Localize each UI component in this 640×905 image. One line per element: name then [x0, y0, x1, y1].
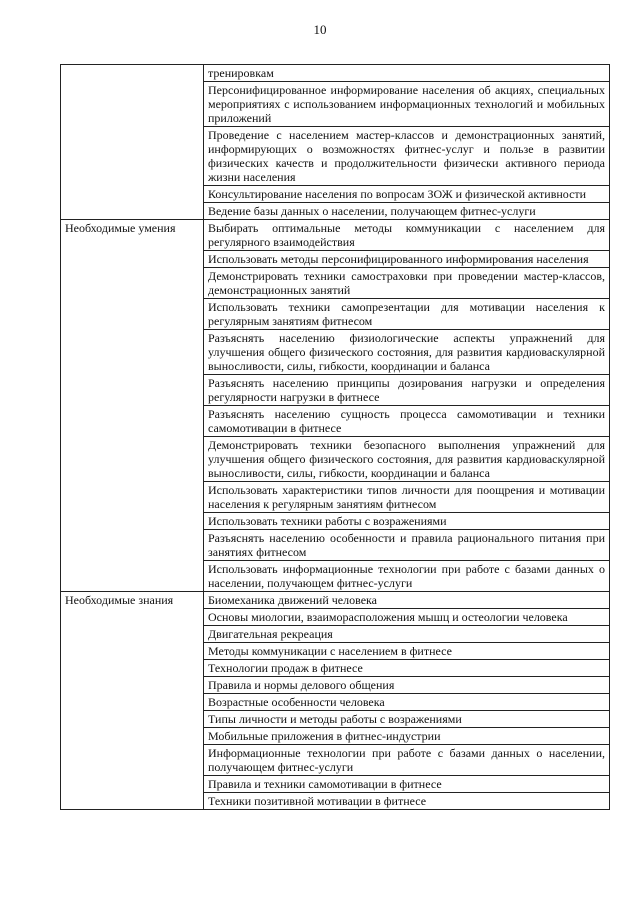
table-cell-item: Техники позитивной мотивации в фитнесе: [204, 793, 610, 810]
table-cell-item: Выбирать оптимальные методы коммуникации с населением для регулярного взаимодействия: [204, 220, 610, 251]
table-cell-item: Использовать техники работы с возражениями: [204, 513, 610, 530]
table-cell-item: Основы миологии, взаиморасположения мышц и остеологии человека: [204, 609, 610, 626]
section-label: [61, 65, 204, 220]
requirements-table-body: [61, 65, 610, 810]
table-cell-item: Разъяснять населению сущность процесса самомотивации и техники самомотивации в фитнесе: [204, 406, 610, 437]
table-cell-item: тренировкам: [204, 65, 610, 82]
table-row: [61, 220, 610, 251]
table-cell-item: Методы коммуникации с населением в фитнесе: [204, 643, 610, 660]
page-number: 10: [313, 22, 327, 37]
table-cell-item: Консультирование населения по вопросам ЗОЖ и физической активности: [204, 186, 610, 203]
table-cell-item: Правила и нормы делового общения: [204, 677, 610, 694]
table-cell-item: Возрастные особенности человека: [204, 694, 610, 711]
table-cell-item: Разъяснять населению особенности и правила рационального питания при занятиях фитнесом: [204, 530, 610, 561]
table-cell-item: Биомеханика движений человека: [204, 592, 610, 609]
table-cell-item: Проведение с населением мастер-классов и демонстрационных занятий, информирующих о возможностях фитнес-услуг и пользе в развитии физических качеств и продолжительности физически активного периода жизни населения: [204, 127, 610, 186]
table-cell-item: Использовать техники самопрезентации для мотивации населения к регулярным занятиям фитнесом: [204, 299, 610, 330]
table-cell-item: Технологии продаж в фитнесе: [204, 660, 610, 677]
table-cell-item: Ведение базы данных о населении, получающем фитнес-услуги: [204, 203, 610, 220]
table-cell-item: Информационные технологии при работе с базами данных о населении, получающем фитнес-услуги: [204, 745, 610, 776]
section-label: Необходимые знания: [61, 592, 204, 810]
table-cell-item: Персонифицированное информирование населения об акциях, специальных мероприятиях с использованием информационных технологий и мобильных приложений: [204, 82, 610, 127]
table-cell-item: Разъяснять населению физиологические аспекты упражнений для улучшения общего физического состояния, для развития кардиоваскулярной выносливости, силы, гибкости, координации и баланса: [204, 330, 610, 375]
table-cell-item: Разъяснять населению принципы дозирования нагрузки и определения регулярности нагрузки в фитнесе: [204, 375, 610, 406]
table-row: [61, 65, 610, 82]
table-cell-item: Двигательная рекреация: [204, 626, 610, 643]
table-cell-item: Типы личности и методы работы с возражениями: [204, 711, 610, 728]
table-cell-item: Мобильные приложения в фитнес-индустрии: [204, 728, 610, 745]
table-cell-item: Использовать характеристики типов личности для поощрения и мотивации населения к регулярным занятиям фитнесом: [204, 482, 610, 513]
table-cell-item: Использовать методы персонифицированного информирования населения: [204, 251, 610, 268]
table-cell-item: Демонстрировать техники безопасного выполнения упражнений для улучшения общего физического состояния, для развития кардиоваскулярной выносливости, силы, гибкости, координации и баланса: [204, 437, 610, 482]
table-row: [61, 592, 610, 609]
section-label: Необходимые умения: [61, 220, 204, 592]
table-cell-item: Использовать информационные технологии при работе с базами данных о населении, получающем фитнес-услуги: [204, 561, 610, 592]
requirements-table: [60, 64, 610, 810]
table-cell-item: Демонстрировать техники самостраховки при проведении мастер-классов, демонстрационных занятий: [204, 268, 610, 299]
table-cell-item: Правила и техники самомотивации в фитнесе: [204, 776, 610, 793]
